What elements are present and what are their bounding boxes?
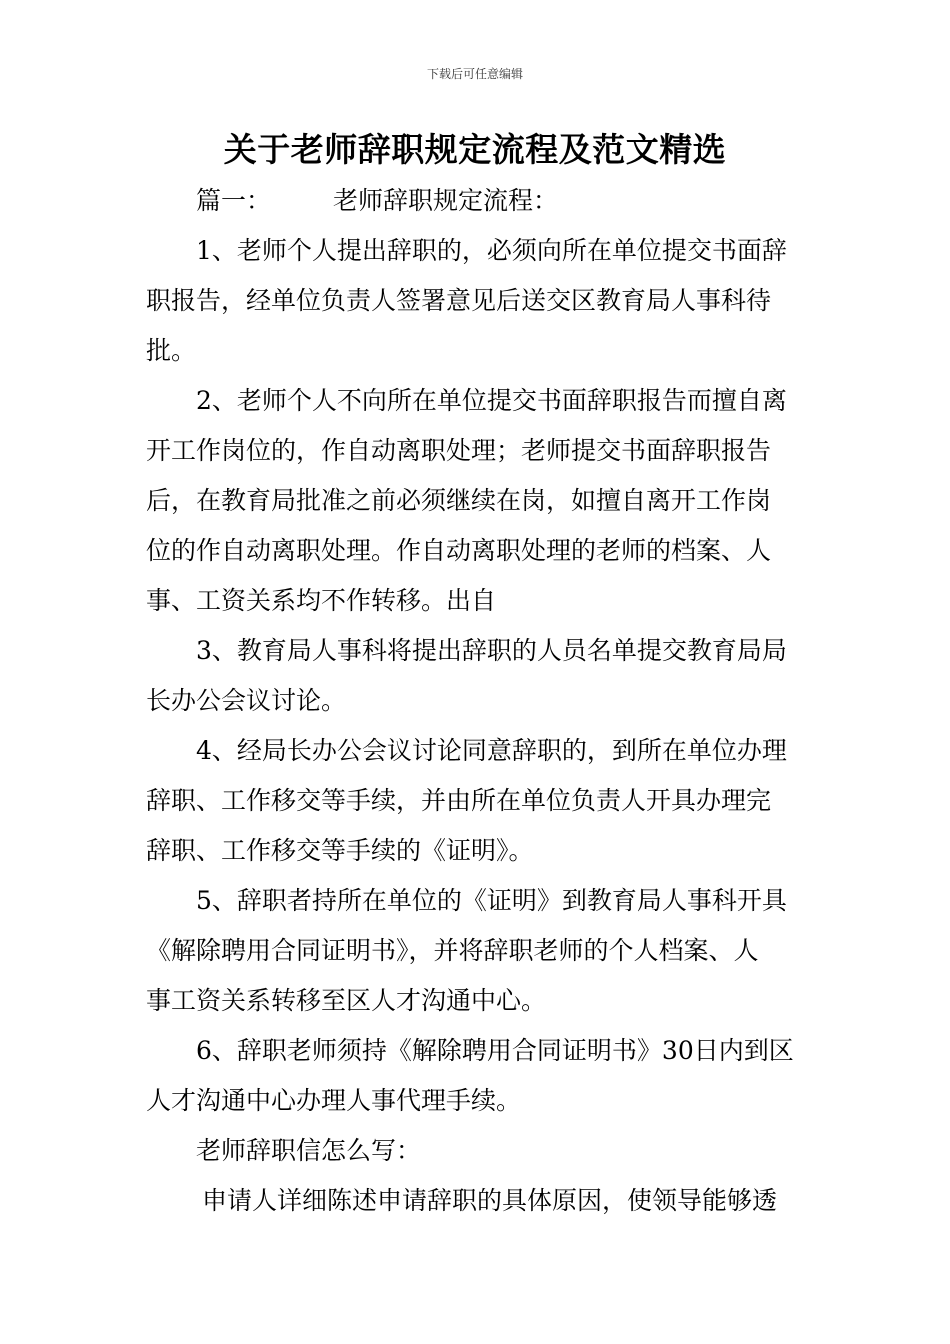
- section-label: 篇一：: [196, 186, 272, 215]
- document-title: 关于老师辞职规定流程及范文精选: [223, 130, 727, 169]
- body-line: 事、工资关系均不作转移。出自: [146, 586, 497, 615]
- body-line: 辞职、工作移交等手续，并由所在单位负责人开具办理完: [146, 786, 772, 815]
- body-line: 1、老师个人提出辞职的，必须向所在单位提交书面辞: [196, 236, 787, 265]
- body-line: 人才沟通中心办理人事代理手续。: [146, 1086, 522, 1115]
- section-heading: [146, 176, 808, 226]
- document-body: [146, 176, 808, 1226]
- body-line: 6、辞职老师须持《解除聘用合同证明书》30日内到区: [196, 1036, 794, 1065]
- body-line: 职报告，经单位负责人签署意见后送交区教育局人事科待: [146, 286, 772, 315]
- body-line: 4、经局长办公会议讨论同意辞职的，到所在单位办理: [196, 736, 787, 765]
- header-note: 下载后可任意编辑: [426, 67, 523, 81]
- body-line: 5、辞职者持所在单位的《证明》到教育局人事科开具: [196, 886, 787, 915]
- body-line: 《解除聘用合同证明书》，并将辞职老师的个人档案、人: [146, 936, 759, 965]
- section-title: 老师辞职规定流程：: [333, 186, 559, 215]
- body-line: 申请人详细陈述申请辞职的具体原因，使领导能够透: [202, 1186, 778, 1215]
- subheading: 老师辞职信怎么写：: [196, 1136, 422, 1165]
- body-line: 辞职、工作移交等手续的《证明》。: [146, 836, 534, 865]
- body-line: 3、教育局人事科将提出辞职的人员名单提交教育局局: [196, 636, 787, 665]
- body-line: 开工作岗位的，作自动离职处理；老师提交书面辞职报告: [146, 436, 772, 465]
- body-line: 批。: [146, 336, 197, 365]
- body-line: 2、老师个人不向所在单位提交书面辞职报告而擅自离: [196, 386, 787, 415]
- body-line: 事工资关系转移至区人才沟通中心。: [146, 986, 547, 1015]
- body-line: 后，在教育局批准之前必须继续在岗，如擅自离开工作岗: [146, 486, 772, 515]
- body-line: 长办公会议讨论。: [146, 686, 347, 715]
- body-line: 位的作自动离职处理。作自动离职处理的老师的档案、人: [146, 536, 772, 565]
